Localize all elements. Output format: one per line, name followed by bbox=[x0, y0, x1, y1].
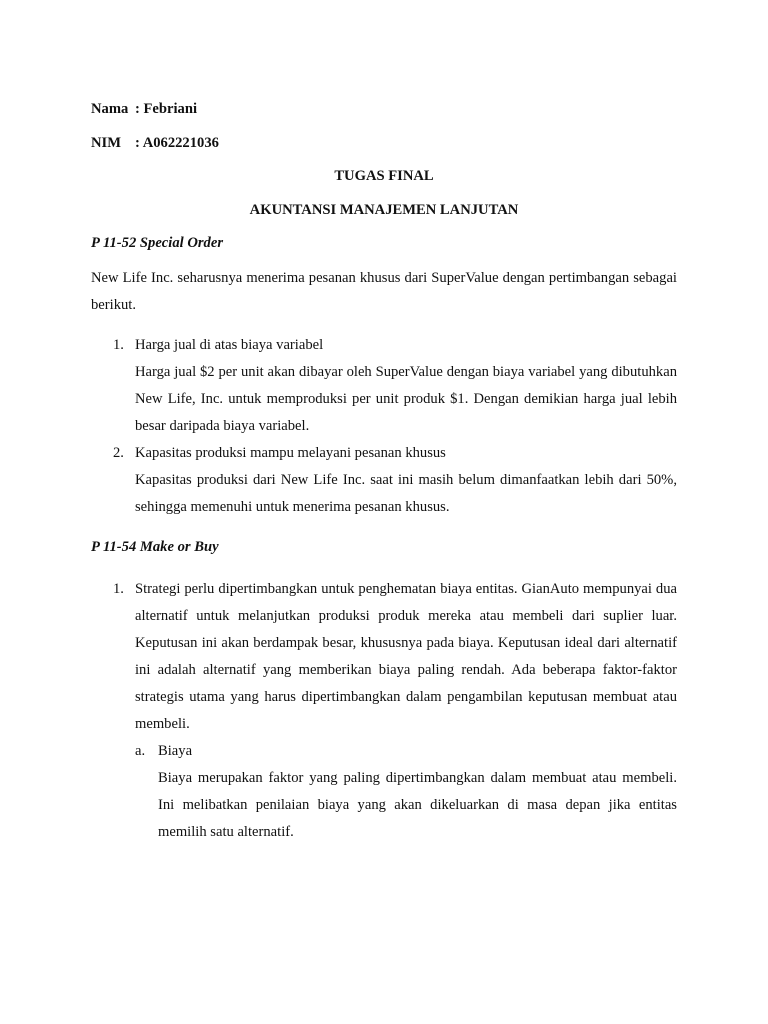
section-heading-make-or-buy: P 11-54 Make or Buy bbox=[91, 539, 219, 555]
list-item-body: Strategi perlu dipertimbangkan untuk penghematan biaya entitas. GianAuto mempunyai dua alternatif untuk melanjutkan produksi produk mereka atau membeli dari suplier luar. Keputusan ini akan berdampak besar, khususnya pada biaya. Keputusan ideal dari alternatif ini adalah alternatif yang memberikan biaya paling rendah. Ada beberapa faktor-faktor strategis utama yang harus dipertimbangkan dalam pengambilan keputusan membuat atau membeli. bbox=[135, 581, 677, 732]
name-row bbox=[91, 98, 677, 120]
nim-label: NIM bbox=[91, 134, 121, 151]
list-item-number: 1. bbox=[113, 581, 124, 597]
document-page bbox=[91, 98, 677, 846]
sub-item-body: Biaya merupakan faktor yang paling dipertimbangkan dalam membuat atau membeli. Ini melibatkan penilaian biaya yang akan dikeluarkan di masa depan jika entitas memilih satu alternatif. bbox=[158, 770, 677, 840]
nim-value: : A062221036 bbox=[135, 134, 219, 151]
section-heading-special-order: P 11-52 Special Order bbox=[91, 235, 224, 251]
list-item-body: Kapasitas produksi dari New Life Inc. saat ini masih belum dimanfaatkan lebih dari 50%, sehingga memenuhi untuk menerima pesanan khusus. bbox=[135, 472, 677, 515]
list-item bbox=[91, 576, 677, 846]
name-value: : Febriani bbox=[135, 101, 198, 117]
special-order-list bbox=[91, 332, 677, 521]
list-item-body: Harga jual $2 per unit akan dibayar oleh SuperValue dengan biaya variabel yang dibutuhkan New Life, Inc. untuk memproduksi per unit produk $1. Dengan demikian harga jual lebih besar daripada biaya variabel. bbox=[135, 364, 677, 434]
list-item bbox=[91, 440, 677, 521]
nim-row bbox=[91, 132, 677, 154]
document-title: TUGAS FINAL bbox=[334, 168, 434, 184]
sub-list-item bbox=[135, 738, 677, 846]
list-item-number: 1. bbox=[113, 337, 124, 353]
name-label: Nama bbox=[91, 101, 129, 117]
list-item-title: Kapasitas produksi mampu melayani pesanan khusus bbox=[135, 445, 446, 461]
make-or-buy-list bbox=[91, 576, 677, 846]
course-title: AKUNTANSI MANAJEMEN LANJUTAN bbox=[249, 201, 519, 218]
section-intro-paragraph: New Life Inc. seharusnya menerima pesanan khusus dari SuperValue dengan pertimbangan sebagai berikut. bbox=[91, 270, 677, 313]
sub-item-letter: a. bbox=[135, 743, 146, 759]
list-item-title: Harga jual di atas biaya variabel bbox=[135, 337, 324, 353]
list-item-number: 2. bbox=[113, 445, 124, 461]
list-item bbox=[91, 332, 677, 440]
sub-item-title: Biaya bbox=[158, 743, 193, 759]
